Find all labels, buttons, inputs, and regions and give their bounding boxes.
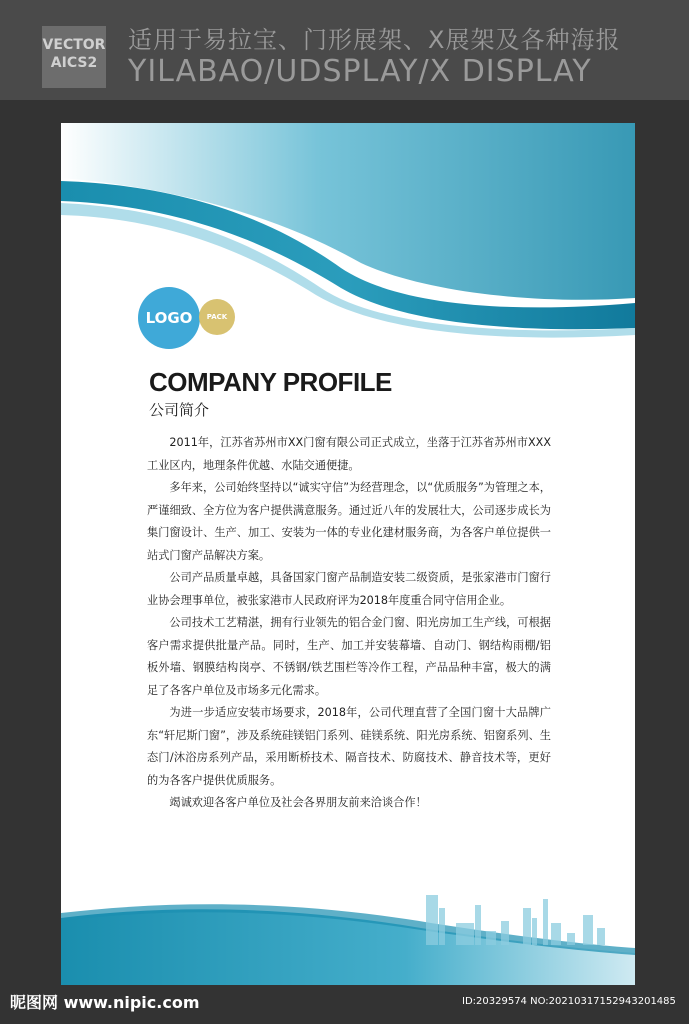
banner-title-cn: 适用于易拉宝、门形展架、X展架及各种海报 [128,26,621,54]
paragraph: 竭诚欢迎各客户单位及社会各界朋友前来洽谈合作！ [169,796,427,809]
vector-badge [42,26,106,88]
badge-line1: VECTOR [42,37,106,53]
paragraph: 多年来，公司始终坚持以“诚实守信”为经营理念，以“优质服务”为管理之本，严谨细致、全方位为客户提供满意服务。通过近八年的发展壮大，公司逐步成长为集门窗设计、生产、加工、安装为一体的专业化建材服务商，为各客户单位提供一站式门窗产品解决方案。 [147,481,551,562]
paragraph: 为进一步适应安装市场要求，2018年，公司代理直营了全国门窗十大品牌广东“轩尼斯门窗”，涉及系统硅镁铝门系列、硅镁系统、阳光房系统、铝窗系列、生态门/沐浴房系列产品，采用断桥技术、隔音技术、防腐技术、静音技术等，更好的为各客户提供优质服务。 [147,706,551,787]
banner-title-en: YILABAO/UDSPLAY/X DISPLAY [128,54,592,89]
profile-subtitle: 公司简介 [149,401,210,419]
paragraph: 2011年，江苏省苏州市XX门窗有限公司正式成立，坐落于江苏省苏州市XXX工业区内，地理条件优越、水陆交通便捷。 [147,436,551,472]
site-watermark: 昵图网 www.nipic.com [10,993,200,1012]
paragraph: 公司产品质量卓越，具备国家门窗产品制造安装二级资质，是张家港市门窗行业协会理事单位，被张家港市人民政府评为2018年度重合同守信用企业。 [147,571,551,607]
profile-title: COMPANY PROFILE [149,367,392,397]
profile-body [147,432,551,815]
pack-badge: PACK [199,299,235,335]
image-id: ID:20329574 NO:20210317152943201485 [462,996,676,1007]
paragraph: 公司技术工艺精湛，拥有行业领先的铝合金门窗、阳光房加工生产线，可根据客户需求提供批量产品。同时，生产、加工并安装幕墙、自动门、钢结构雨棚/铝板外墙、钢膜结构岗亭、不锈钢/铁艺围栏等冷作工程，产品品种丰富，极大的满足了各客户单位及市场多元化需求。 [147,616,551,697]
poster [61,123,635,985]
top-banner [0,0,689,100]
logo: LOGO [138,287,200,349]
badge-line2: AICS2 [50,55,98,71]
